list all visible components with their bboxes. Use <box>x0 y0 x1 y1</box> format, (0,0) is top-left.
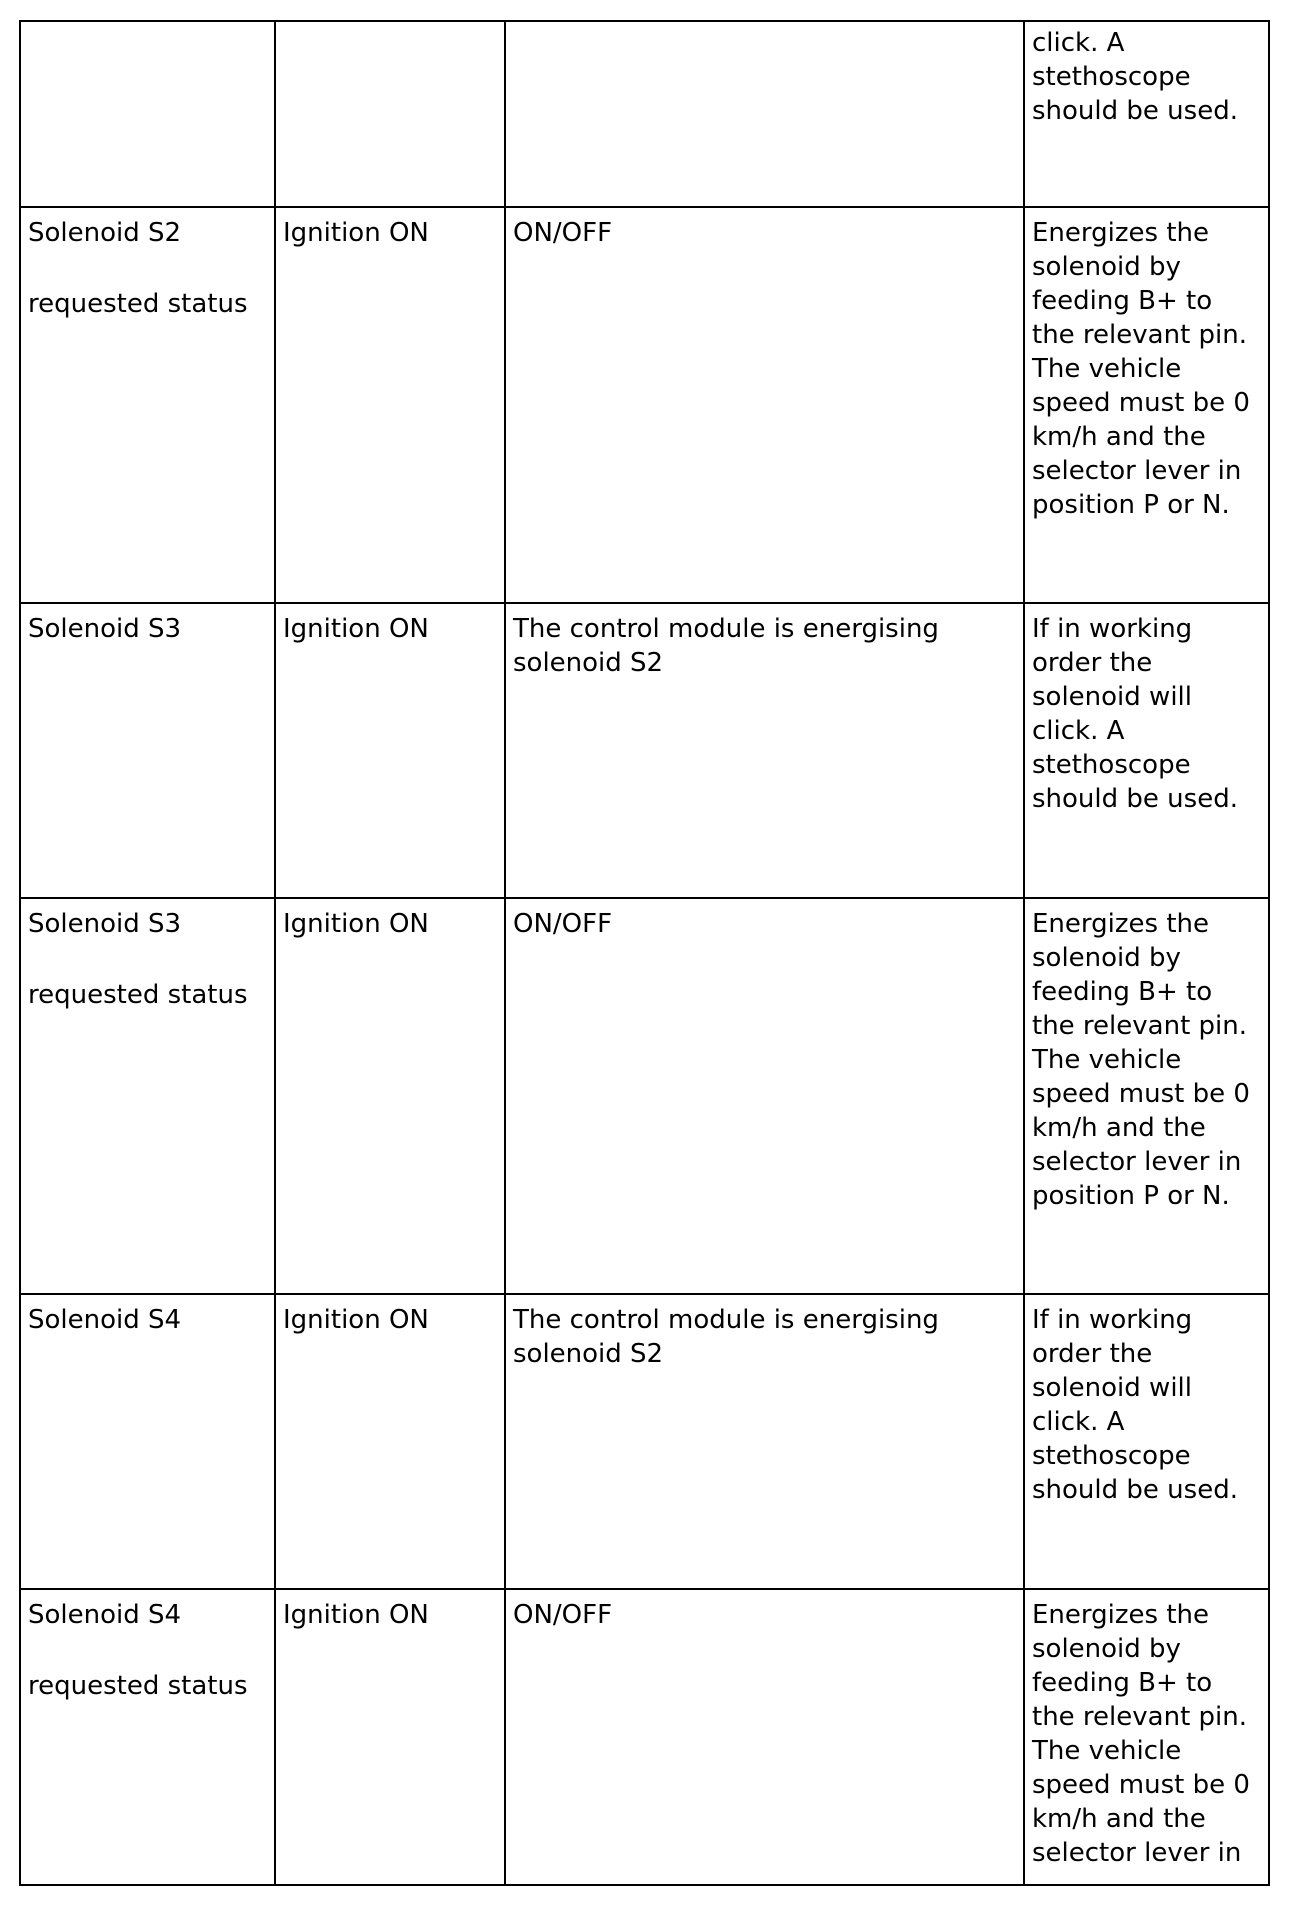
condition-text: Ignition ON <box>283 909 429 939</box>
table-row <box>20 207 1269 603</box>
notes-line: selector lever in <box>1032 456 1242 486</box>
notes-line: stethoscope <box>1032 1441 1191 1471</box>
condition-text: Ignition ON <box>283 1305 429 1335</box>
value-cell <box>505 1589 1024 1885</box>
notes-line: Energizes the <box>1032 909 1209 939</box>
notes-cell <box>1024 898 1269 1294</box>
table-row <box>20 603 1269 898</box>
value-cell <box>505 207 1024 603</box>
notes-line: Energizes the <box>1032 1600 1209 1630</box>
notes-line: km/h and the <box>1032 422 1206 452</box>
notes-line: speed must be 0 <box>1032 1079 1250 1109</box>
notes-line: The vehicle <box>1032 1736 1182 1766</box>
condition-cell <box>275 898 505 1294</box>
notes-line: speed must be 0 <box>1032 1770 1250 1800</box>
table-row <box>20 1294 1269 1589</box>
notes-line: km/h and the <box>1032 1804 1206 1834</box>
notes-line: feeding B+ to <box>1032 1668 1213 1698</box>
notes-line: feeding B+ to <box>1032 977 1213 1007</box>
notes-line: the relevant pin. <box>1032 1702 1247 1732</box>
notes-cell <box>1024 207 1269 603</box>
notes-line: solenoid will <box>1032 682 1192 712</box>
notes-line: km/h and the <box>1032 1113 1206 1143</box>
notes-line: solenoid by <box>1032 252 1181 282</box>
parameter-qualifier: requested status <box>28 1671 248 1701</box>
notes-line: should be used. <box>1032 1475 1238 1505</box>
parameter-cell <box>20 21 275 207</box>
condition-cell <box>275 603 505 898</box>
parameter-cell <box>20 1589 275 1885</box>
condition-cell <box>275 207 505 603</box>
value-text: ON/OFF <box>513 1600 613 1630</box>
value-cell <box>505 898 1024 1294</box>
parameter-qualifier: requested status <box>28 289 248 319</box>
notes-line: position P or N. <box>1032 1181 1230 1211</box>
parameter-cell <box>20 207 275 603</box>
table-row <box>20 21 1269 207</box>
notes-cell <box>1024 603 1269 898</box>
value-cell <box>505 21 1024 207</box>
notes-line: order the <box>1032 648 1153 678</box>
parameter-name: Solenoid S4 <box>28 1305 182 1335</box>
condition-text: Ignition ON <box>283 614 429 644</box>
notes-line: the relevant pin. <box>1032 320 1247 350</box>
notes-line: stethoscope <box>1032 62 1191 92</box>
notes-line: the relevant pin. <box>1032 1011 1247 1041</box>
condition-text: Ignition ON <box>283 218 429 248</box>
notes-cell <box>1024 1589 1269 1885</box>
notes-line: selector lever in <box>1032 1147 1242 1177</box>
value-text: ON/OFF <box>513 218 613 248</box>
parameter-name: Solenoid S4 <box>28 1600 182 1630</box>
condition-text: Ignition ON <box>283 1600 429 1630</box>
notes-line: The vehicle <box>1032 1045 1182 1075</box>
notes-line: The vehicle <box>1032 354 1182 384</box>
parameter-qualifier: requested status <box>28 980 248 1010</box>
parameter-cell <box>20 603 275 898</box>
parameter-name: Solenoid S3 <box>28 614 182 644</box>
notes-cell <box>1024 1294 1269 1589</box>
notes-line: click. A <box>1032 716 1125 746</box>
table-row <box>20 898 1269 1294</box>
diagnostic-table <box>19 20 1270 1886</box>
notes-line: should be used. <box>1032 96 1238 126</box>
notes-line: If in working <box>1032 1305 1193 1335</box>
value-cell <box>505 1294 1024 1589</box>
notes-line: solenoid by <box>1032 943 1181 973</box>
notes-line: If in working <box>1032 614 1193 644</box>
notes-line: stethoscope <box>1032 750 1191 780</box>
notes-line: Energizes the <box>1032 218 1209 248</box>
condition-cell <box>275 1294 505 1589</box>
value-text: ON/OFF <box>513 909 613 939</box>
notes-line: solenoid will <box>1032 1373 1192 1403</box>
value-text: The control module is energising <box>513 614 939 644</box>
parameter-name: Solenoid S3 <box>28 909 182 939</box>
parameter-cell <box>20 898 275 1294</box>
parameter-name: Solenoid S2 <box>28 218 182 248</box>
table-row <box>20 1589 1269 1885</box>
notes-line: solenoid by <box>1032 1634 1181 1664</box>
notes-line: click. A <box>1032 28 1125 58</box>
value-text: solenoid S2 <box>513 1339 664 1369</box>
notes-line: order the <box>1032 1339 1153 1369</box>
notes-line: click. A <box>1032 1407 1125 1437</box>
value-text: The control module is energising <box>513 1305 939 1335</box>
notes-line: speed must be 0 <box>1032 388 1250 418</box>
notes-line: should be used. <box>1032 784 1238 814</box>
notes-line: selector lever in <box>1032 1838 1242 1868</box>
value-text: solenoid S2 <box>513 648 664 678</box>
parameter-cell <box>20 1294 275 1589</box>
value-cell <box>505 603 1024 898</box>
notes-cell <box>1024 21 1269 207</box>
condition-cell <box>275 21 505 207</box>
notes-line: position P or N. <box>1032 490 1230 520</box>
condition-cell <box>275 1589 505 1885</box>
notes-line: feeding B+ to <box>1032 286 1213 316</box>
